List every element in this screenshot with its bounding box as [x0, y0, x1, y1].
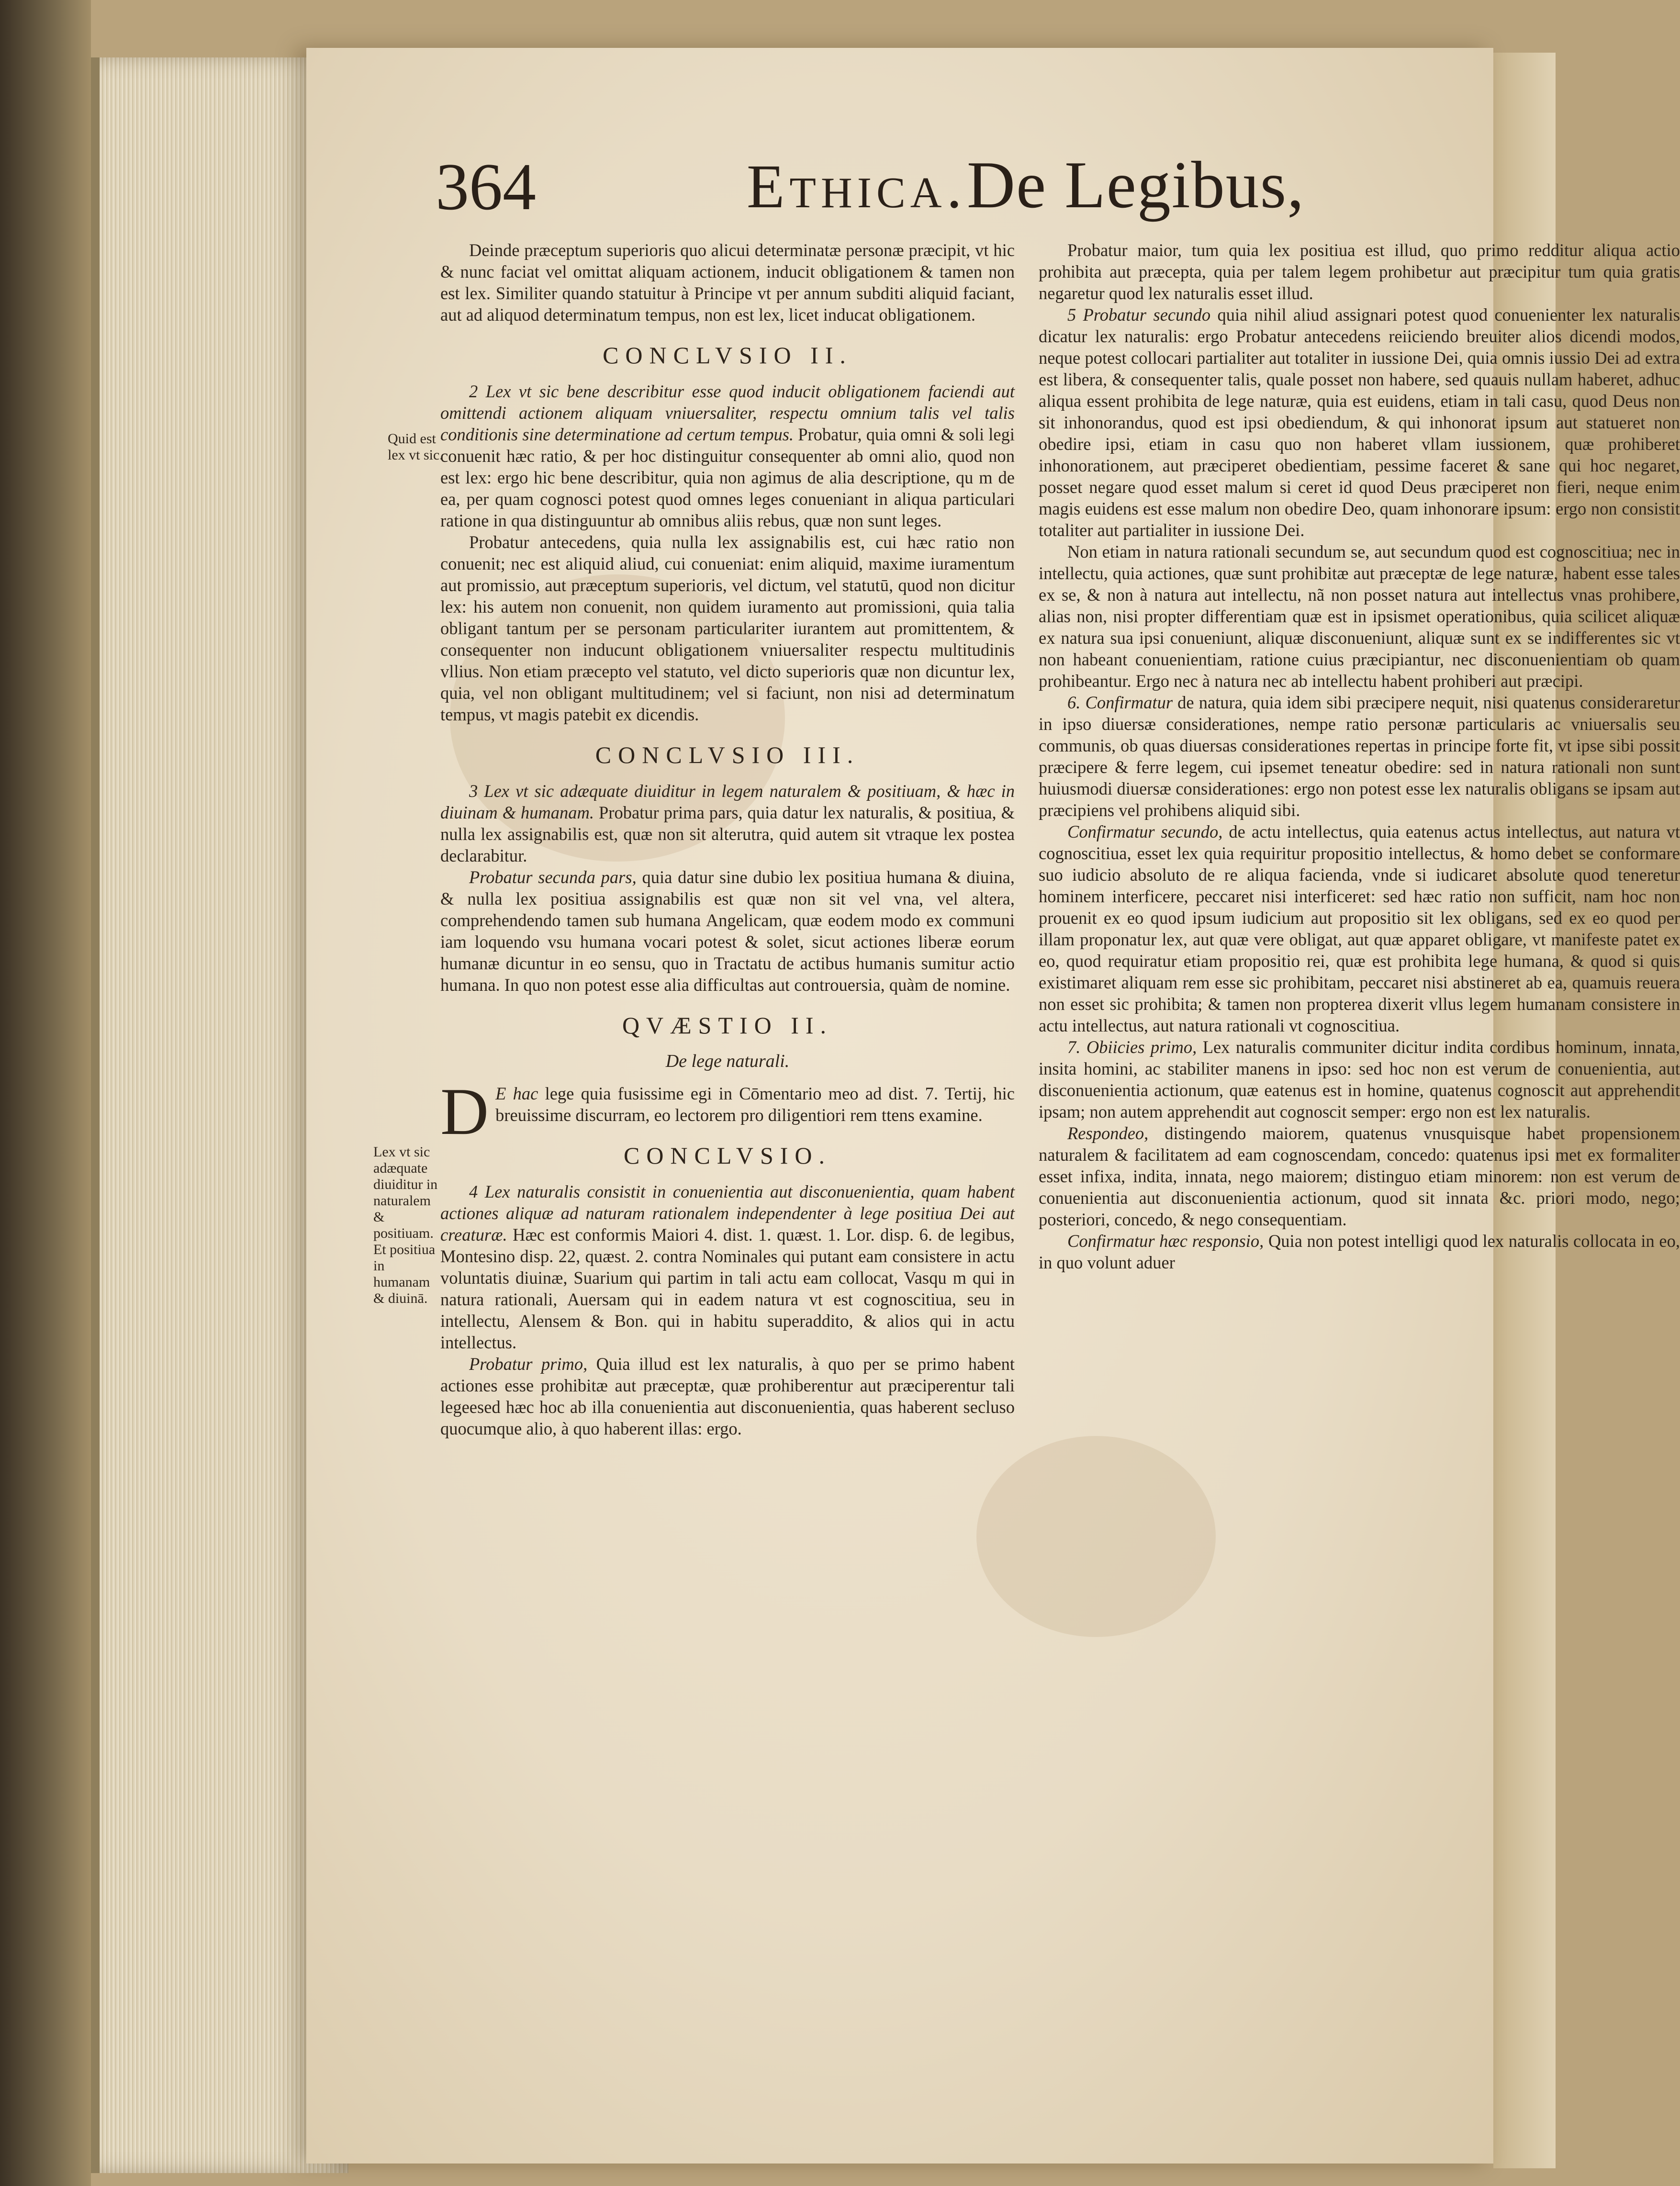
margin-note: Lex vt sic adæquate diuiditur in naturalem & positiuam. Et positiua in humanam & diuinā. — [373, 1144, 438, 1306]
paragraph: 4 Lex naturalis consistit in conuenientia aut disconuenientia, quam habent actiones aliquæ ad naturam rationalem independenter à lege positiua Dei aut creaturæ. Hæc est conformis Maiori 4. dist. 1. quæst. 1. Lor. disp. 6. de legibus, Montesino disp. 22, quæst. 2. contra Nominales qui putant eam consistere in actu voluntatis diuinæ, Suarium qui partim in tali actu eam collocat, Vasqu m qui in natura rationali, Auersam qui in eadem natura vt est cognoscitiua, seu in intellectu, Alensem & Bon. qui in habitu superaddito, & alios qui in actu intellectus. — [440, 1182, 1015, 1352]
running-header — [306, 144, 1493, 249]
left-column — [440, 239, 1015, 1439]
running-title — [747, 146, 1305, 224]
page-number: 364 — [436, 150, 536, 224]
section-heading: CONCLVSIO II. — [603, 342, 852, 369]
paragraph: Probatur maior, tum quia lex positiua est illud, quo primo redditur aliqua actio prohibita aut præcepta, quia per talem legem prohibetur aut præcipitur tum quia gratis negaretur quod lex naturalis esset illud. — [1039, 240, 1680, 303]
drop-cap: D — [440, 1075, 489, 1149]
paragraph: Confirmatur hæc responsio, Quia non potest intelligi quod lex naturalis collocata in eo, in quo volunt aduer — [1039, 1231, 1680, 1272]
paragraph: Probatur antecedens, quia nulla lex assignabilis est, cui hæc ratio non conuenit; nec est aliquid aliud, cui conueniat: enim aliquid, maxime iuramentum aut promissio, aut præceptum superioris, vel dictum, vel statutū, quod non dicitur lex: his autem non conuenit, non quidem iuramento aut promissioni, quia talia obligant tantum per se personam particulariter iurantem aut promittentem, & consequenter non inducunt obligationem vniuersaliter respectu multitudinis vllius. Non etiam præcepto vel statuto, vel dicto superioris quæ non dicuntur lex, quia, vel non obligant multitudinem; vel si faciunt, non nisi ad determinatum tempus, vt magis patebit ex dicendis. — [440, 532, 1015, 724]
paragraph: 3 Lex vt sic adæquate diuiditur in legem naturalem & positiuam, & hæc in diuinam & humanam. Probatur prima pars, quia datur lex naturalis, & positiua, & nulla lex assignabilis est, quæ non sit alterutra, quid autem sit vtraque lex postea declarabitur. — [440, 781, 1015, 865]
page — [306, 48, 1680, 2164]
section-heading: CONCLVSIO. — [623, 1142, 832, 1169]
paragraph: 6. Confirmatur de natura, quia idem sibi præcipere nequit, nisi quatenus consideraretur in ipso diuersæ considerationes, nempe ratio personæ particularis ac vniuersalis seu communis, ob quas diuersas considerationes repertas in principe forte fit, vt ipse sibi possit præcipere & ferre legem, cui ipsemet teneatur obedire: sed in natura rationali non sunt huiusmodi diuersæ considerationes: ergo non potest esse lex naturalis obligans se ipsam aut præcipiens vel prohibens aliquid sibi. — [1039, 693, 1680, 820]
paragraph: 2 Lex vt sic bene describitur esse quod inducit obligationem faciendi aut omittendi actionem aliquam vniuersaliter, respectu omnium talis vel talis conditionis sine determinatione ad certum tempus. Probatur, quia omni & soli legi conuenit hæc ratio, & per hoc distinguitur consequenter ab omni alio, quod non est lex: ergo hic bene describitur, quia non agimus de alia descriptione, qu m de ea, per quam cognosci potest quod omnes leges conueniant in aliqua particulari ratione in qua distinguuntur ab omnibus aliis rebus, quæ non sunt leges. — [440, 381, 1015, 530]
paragraph: 5 Probatur secundo quia nihil aliud assignari potest quod conuenienter lex naturalis dicatur lex naturalis: ergo Probatur antecedens reiiciendo breuiter alios dicendi modos, neque potest collocari partialiter aut totaliter in iussione Dei, quia omnis iussio Dei ad extra est libera, & consequenter talis, quale posset non habere, sed quauis nullam haberet, adhuc aliqua essent prohibita de lege naturæ, quia est euidens, etiam in tali casu, quod Deus non sit inhonorandus, quod est ipsi obediendum, & qui inhonorat ipsum aut statueret non obedire ipsi, etiam in casu quo non haberet vllam iussionem, quæ prohiberet inhonorationem, aut præciperet obedientiam, pessime faceret & sane qui hoc negaret, posset negare quod esset malum si ceret id quod Deus præciperet non fieri, neque enim magis euidens est esse malum non obedire Deo, quam inhonorare ipsum: ergo non consistit totaliter aut partialiter in iussione Dei. — [1039, 305, 1680, 540]
paragraph: Confirmatur secundo, de actu intellectus, quia eatenus actus intellectus, aut natura vt cognoscitiua, esset lex quia requiritur propositio intellectus, & homo debet se conformare suo iudicio absoluto de re aliqua facienda, vnde si iudicaret absolute quod teneretur hominem interficere, peccaret nisi interficeret: sed hæc ratio non sufficit, nam hoc non prouenit ex eo quod ipsum iudicium aut propositio sit lex obligans, sed ex eo quod per illam proponatur lex, aut quæ vere obligat, aut quæ apparet obligare, vt manifeste patet ex eo, quod requiratur etiam propositio rei, quæ est prohibita lege humana, & quod si quis existimaret aliquam rem esse sic prohibitam, peccaret nisi abstineret ab ea, quamuis reuera non esset sic prohibita; & tamen non propterea dixerit vllus legem humanam consistere in actu intellectus, aut natura rationali vt cognoscitiua. — [1039, 822, 1680, 1035]
paragraph: 7. Obiicies primo, Lex naturalis communiter dicitur indita cordibus hominum, innata, insita homini, ac stabiliter manens in ipso: sed hoc non est verum de conuenientia, aut disconuenientia actionum, quæ eatenus est in homine, quatenus cognoscit aut apprehendit ipsam; non autem apprehendit aut cognoscit semper: ergo non est lex naturalis. — [1039, 1037, 1680, 1121]
margin-note: Quid est lex vt sic. — [388, 431, 443, 463]
question-subtitle: De lege naturali. — [665, 1051, 790, 1071]
paragraph: Probatur primo, Quia illud est lex naturalis, à quo per se primo habent actiones esse prohibitæ aut præceptæ, quæ prohiberentur aut præciperentur tali legeesed hæc hoc ab illa conuenientia aut disconuenientia, quas haberent secluso quocumque alio, à quo haberent illas: ergo. — [440, 1354, 1015, 1438]
paragraph: Probatur secunda pars, quia datur sine dubio lex positiua humana & diuina, & nulla lex positiua assignabilis est quæ non sit vel vna, vel altera, comprehendendo tamen sub humana Angelicam, quæ eodem modo ex communi iam loquendo vsu humana vocari potest & solet, sicut actiones liberæ eorum humanæ dicuntur in eo sensu, quo in Tractatu de actibus humanis sumitur actio humana. In quo non potest esse alia difficultas aut controuersia, quàm de nomine. — [440, 867, 1015, 995]
book-cover-edge — [0, 0, 91, 2186]
paragraph: D E hac lege quia fusissime egi in Cōmentario meo ad dist. 7. Tertij, hic breuissime discurram, eo lectorem pro diligentiori rem ttens examine. — [440, 1075, 1015, 1149]
title-legibus: De Legibus, — [966, 148, 1305, 222]
paragraph: Respondeo, distingendo maiorem, quatenus vnusquisque habet propensionem naturalem & facilitatem ad eam cognoscendam, concedo: quatenus ipsi met ex formaliter esset infixa, indita, innata, nego maiorem; distinguo etiam minorem: non est verum de conuenientia aut disconuenientia actionum, quod sit innata &c. priori modo, nego; posteriori, concedo, & nego consequentiam. — [1039, 1123, 1680, 1229]
paragraph: Non etiam in natura rationali secundum se, aut secundum quod est cognoscitiua; nec in intellectu, quia actiones, quæ sunt prohibitæ aut præceptæ de lege naturæ, habent esse tales ex se, & non à natura aut intellectu, nã non posset natura aut intellectus vnas prohibere, alias non, nisi propter differentiam quæ est in ipsismet operationibus, quia scilicet aliquæ ex natura sua ipsi conueniunt, aliquæ disconueniunt, aliquæ sunt ex se indifferentes sic vt non habeant conuenientiam, ratione cuius præcipiantur, nec disconuenientiam ob quam prohibeantur. Ergo nec à natura nec ab intellectu habent prohiberi aut præcipi. — [1039, 542, 1680, 691]
section-heading: CONCLVSIO III. — [595, 741, 860, 768]
question-heading: QVÆSTIO II. — [622, 1012, 833, 1039]
title-ethica: Ethica. — [747, 152, 967, 221]
paragraph: Deinde præceptum superioris quo alicui determinatæ personæ præcipit, vt hic & nunc faciat vel omittat aliquam actionem, inducit obligationem & tamen non est lex. Similiter quando statuitur à Principe vt per annum subditi aliquid faciant, aut ad aliquod determinatum tempus, non est lex, licet inducat obligationem. — [440, 240, 1015, 325]
paper-stain — [976, 1436, 1216, 1637]
right-column — [1039, 239, 1680, 1273]
